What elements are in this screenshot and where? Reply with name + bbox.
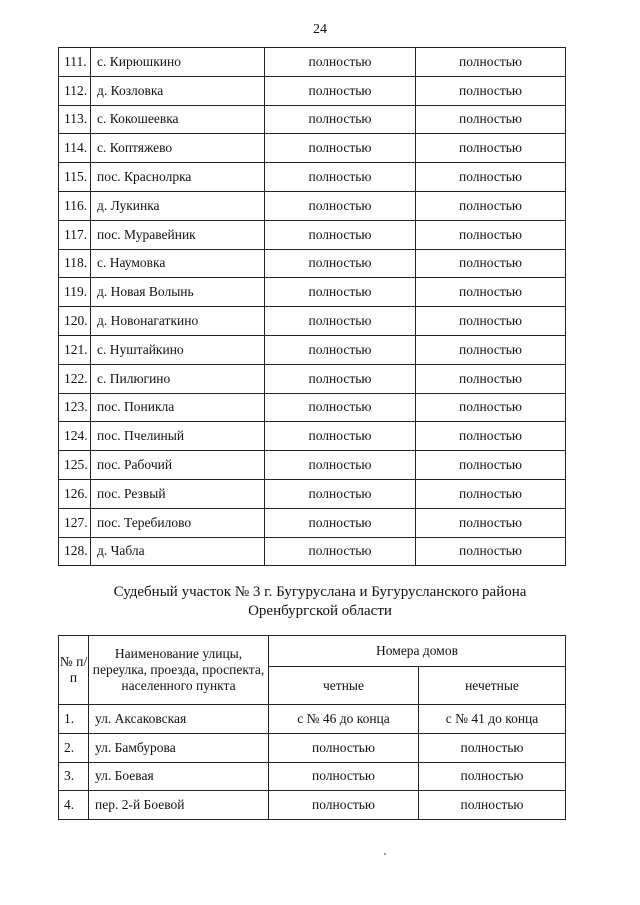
row-even: полностью <box>269 733 419 762</box>
row-number: 126. <box>59 479 91 508</box>
row-odd: полностью <box>416 307 566 336</box>
row-odd: полностью <box>416 105 566 134</box>
row-even: полностью <box>265 163 416 192</box>
row-odd: полностью <box>416 48 566 77</box>
row-even: полностью <box>269 791 419 820</box>
row-name: с. Кирюшкино <box>91 48 265 77</box>
table-row <box>59 508 566 537</box>
header-even: четные <box>269 667 419 705</box>
row-odd: полностью <box>416 249 566 278</box>
row-number: 114. <box>59 134 91 163</box>
row-even: с № 46 до конца <box>269 705 419 734</box>
table-row <box>59 105 566 134</box>
row-number: 125. <box>59 451 91 480</box>
row-name: пос. Пчелиный <box>91 422 265 451</box>
row-number: 2. <box>59 733 89 762</box>
settlements-table-body <box>59 48 566 566</box>
row-name: с. Кокошеевка <box>91 105 265 134</box>
table-row <box>59 76 566 105</box>
row-odd: полностью <box>416 393 566 422</box>
row-even: полностью <box>265 134 416 163</box>
row-number: 116. <box>59 191 91 220</box>
row-name: ул. Бамбурова <box>89 733 269 762</box>
row-even: полностью <box>265 307 416 336</box>
row-name: д. Козловка <box>91 76 265 105</box>
row-even: полностью <box>265 451 416 480</box>
table-row <box>59 422 566 451</box>
row-name: ул. Аксаковская <box>89 705 269 734</box>
row-even: полностью <box>265 393 416 422</box>
row-name: пер. 2-й Боевой <box>89 791 269 820</box>
row-even: полностью <box>265 191 416 220</box>
table-row <box>59 220 566 249</box>
row-odd: полностью <box>419 733 566 762</box>
row-odd: с № 41 до конца <box>419 705 566 734</box>
row-name: д. Чабла <box>91 537 265 566</box>
row-odd: полностью <box>416 451 566 480</box>
row-name: пос. Рабочий <box>91 451 265 480</box>
table-row <box>59 249 566 278</box>
row-number: 113. <box>59 105 91 134</box>
row-number: 115. <box>59 163 91 192</box>
section-title <box>0 583 640 621</box>
streets-table <box>58 635 566 820</box>
header-house-numbers: Номера домов <box>269 636 566 667</box>
row-name: с. Наумовка <box>91 249 265 278</box>
row-odd: полностью <box>416 508 566 537</box>
table-row <box>59 791 566 820</box>
row-odd: полностью <box>416 278 566 307</box>
table-row <box>59 335 566 364</box>
row-name: пос. Поникла <box>91 393 265 422</box>
row-number: 124. <box>59 422 91 451</box>
row-name: с. Пилюгино <box>91 364 265 393</box>
row-name: д. Лукинка <box>91 191 265 220</box>
row-even: полностью <box>265 278 416 307</box>
settlements-table-continued <box>58 47 566 566</box>
row-odd: полностью <box>416 364 566 393</box>
row-even: полностью <box>265 422 416 451</box>
table-row <box>59 134 566 163</box>
table-row <box>59 364 566 393</box>
row-even: полностью <box>265 537 416 566</box>
table-row <box>59 163 566 192</box>
row-name: д. Новая Волынь <box>91 278 265 307</box>
page-number: 24 <box>313 22 327 37</box>
row-odd: полностью <box>416 220 566 249</box>
row-number: 117. <box>59 220 91 249</box>
row-number: 118. <box>59 249 91 278</box>
table-row <box>59 451 566 480</box>
row-number: 119. <box>59 278 91 307</box>
row-number: 4. <box>59 791 89 820</box>
row-even: полностью <box>265 249 416 278</box>
row-odd: полностью <box>416 335 566 364</box>
table-row <box>59 278 566 307</box>
row-name: ул. Боевая <box>89 762 269 791</box>
row-odd: полностью <box>416 76 566 105</box>
table-row <box>59 705 566 734</box>
header-odd: нечетные <box>419 667 566 705</box>
row-even: полностью <box>265 508 416 537</box>
row-even: полностью <box>265 105 416 134</box>
row-name: с. Нуштайкино <box>91 335 265 364</box>
row-number: 122. <box>59 364 91 393</box>
row-even: полностью <box>265 76 416 105</box>
row-number: 1. <box>59 705 89 734</box>
section-title-line1: Судебный участок № 3 г. Бугуруслана и Бугурусланского района <box>113 584 527 600</box>
row-odd: полностью <box>419 762 566 791</box>
streets-table-body <box>59 705 566 820</box>
row-number: 123. <box>59 393 91 422</box>
row-odd: полностью <box>416 163 566 192</box>
row-name: пос. Муравейник <box>91 220 265 249</box>
table-row <box>59 479 566 508</box>
table-row <box>59 191 566 220</box>
row-name: д. Новонагаткино <box>91 307 265 336</box>
row-even: полностью <box>265 220 416 249</box>
row-even: полностью <box>265 48 416 77</box>
section-title-line2: Оренбургской области <box>248 603 392 619</box>
header-street-name: Наименование улицы, переулка, проезда, проспекта, населенного пункта <box>89 636 269 705</box>
row-odd: полностью <box>416 191 566 220</box>
row-odd: полностью <box>416 134 566 163</box>
table-row <box>59 393 566 422</box>
table-row <box>59 537 566 566</box>
row-number: 120. <box>59 307 91 336</box>
header-number: № п/п <box>59 636 89 705</box>
row-number: 111. <box>59 48 91 77</box>
row-number: 3. <box>59 762 89 791</box>
table-row <box>59 733 566 762</box>
table-row <box>59 48 566 77</box>
row-number: 128. <box>59 537 91 566</box>
row-even: полностью <box>265 364 416 393</box>
row-even: полностью <box>265 479 416 508</box>
table-row <box>59 307 566 336</box>
row-even: полностью <box>265 335 416 364</box>
table-row <box>59 762 566 791</box>
scan-speck <box>384 853 386 855</box>
row-name: пос. Краснолрка <box>91 163 265 192</box>
row-odd: полностью <box>416 479 566 508</box>
row-even: полностью <box>269 762 419 791</box>
row-odd: полностью <box>416 422 566 451</box>
row-odd: полностью <box>416 537 566 566</box>
row-name: с. Коптяжево <box>91 134 265 163</box>
row-number: 127. <box>59 508 91 537</box>
row-name: пос. Резвый <box>91 479 265 508</box>
row-number: 121. <box>59 335 91 364</box>
row-number: 112. <box>59 76 91 105</box>
row-name: пос. Теребилово <box>91 508 265 537</box>
row-odd: полностью <box>419 791 566 820</box>
